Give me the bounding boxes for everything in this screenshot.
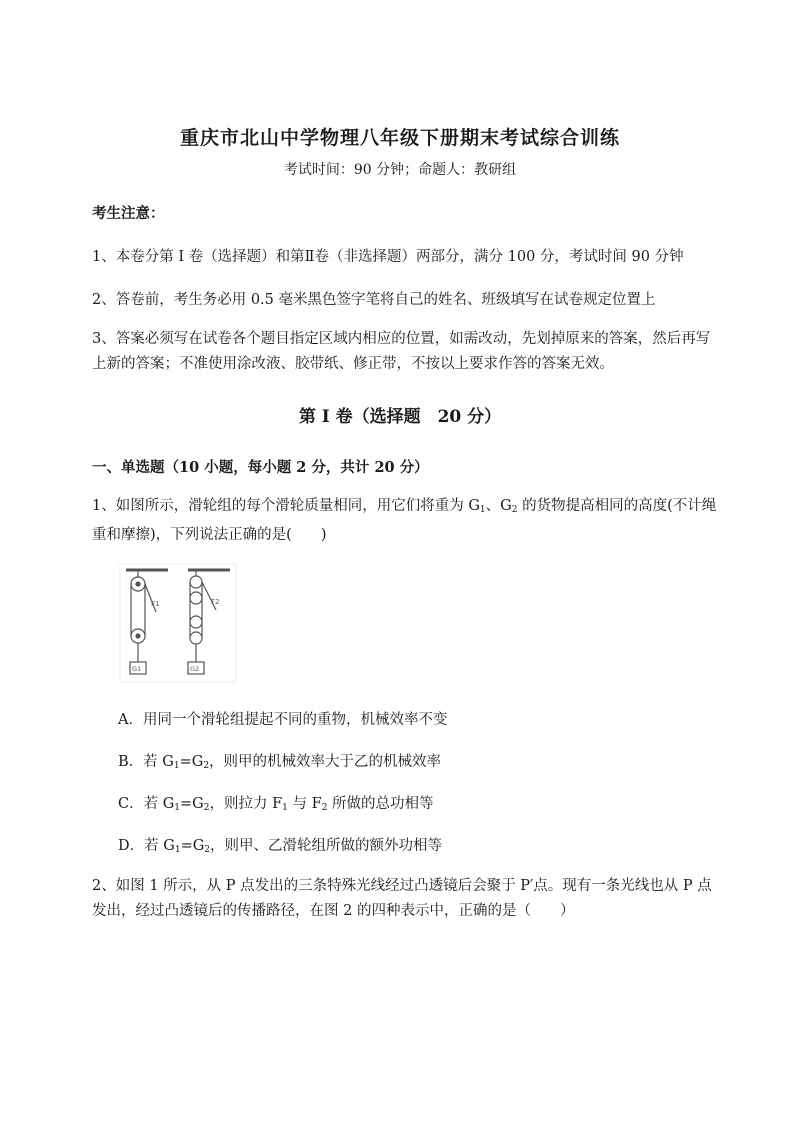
page-title: 重庆市北山中学物理八年级下册期末考试综合训练 [179, 127, 620, 149]
notice-heading: 考生注意： [92, 205, 165, 222]
option-c: C．若 $G_1=G_2$，则拉力 $F_1$ 与 $F_2$ 所做的总功相等 [118, 796, 434, 813]
figure-label-f2: F2 [211, 598, 220, 606]
notice-item-3: 3、答案必须写在试卷各个题目指定区域内相应的位置，如需改动，先划掉原来的答案，然后再写上新的答案；不准使用涂改液、胶带纸、修正带，不按以上要求作答的答案无效。 [92, 331, 711, 372]
section-title: 第 I 卷（选择题 20 分） [298, 407, 502, 427]
exam-info: 考试时间：90 分钟；命题人：教研组 [283, 162, 517, 178]
option-d: D．若 $G_1=G_2$，则甲、乙滑轮组所做的额外功相等 [118, 838, 443, 855]
question-2-stem: 2、如图 1 所示，从 P 点发出的三条特殊光线经过凸透镜后会聚于 P′点。现有一条光线也从 P 点发出，经过凸透镜后的传播路径，在图 2 的四种表示中，正确的是（ ） [92, 878, 712, 919]
part-heading: 一、单选题（10 小题，每小题 2 分，共计 20 分） [92, 459, 429, 476]
option-b: B．若 $G_1=G_2$，则甲的机械效率大于乙的机械效率 [118, 754, 442, 771]
notice-item-1: 1、本卷分第 I 卷（选择题）和第Ⅱ卷（非选择题）两部分，满分 100 分，考试时间 90 分钟 [92, 249, 684, 265]
figure-label-f1: F1 [151, 600, 160, 608]
figure-label-g1: G1 [132, 665, 142, 673]
figure-label-g2: G2 [190, 665, 200, 673]
question-1-stem: 1、如图所示，滑轮组的每个滑轮质量相同，用它们将重为 $G_1$、$G_2$ 的货物提高相同的高度(不计绳重和摩擦)，下列说法正确的是( ) [92, 498, 717, 543]
pulley-figure [118, 562, 238, 684]
notice-item-2: 2、答卷前，考生务必用 0.5 毫米黑色签字笔将自己的姓名、班级填写在试卷规定位置上 [92, 292, 656, 308]
option-a: A．用同一个滑轮组提起不同的重物，机械效率不变 [118, 712, 448, 728]
